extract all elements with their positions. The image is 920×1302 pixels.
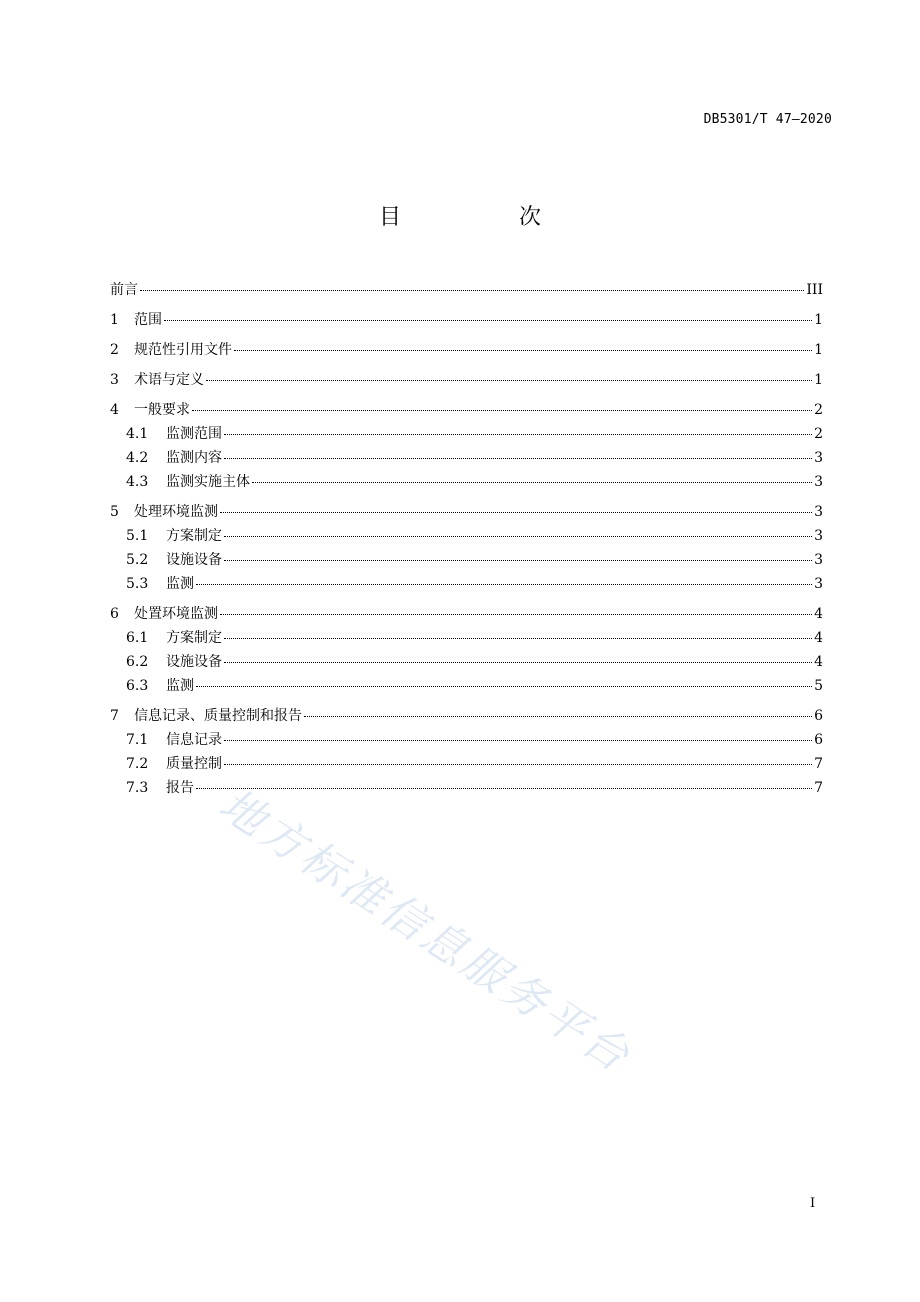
toc-dot-leader: [220, 613, 812, 615]
toc-section-entry[interactable]: [110, 704, 823, 728]
toc-entry-title: 处置环境监测: [134, 606, 218, 622]
toc-subsection-entry[interactable]: [110, 776, 823, 800]
toc-dot-leader: [224, 535, 812, 537]
toc-dot-leader: [224, 457, 812, 459]
toc-entry-number: 6.2: [126, 654, 149, 670]
toc-entry-number: 4.2: [126, 450, 149, 466]
toc-entry-page: 3: [814, 450, 823, 466]
toc-entry-title: 信息记录: [166, 732, 222, 748]
toc-entry-number: 1: [110, 312, 119, 328]
toc-entry-title: 监测实施主体: [166, 474, 250, 490]
toc-dot-leader: [234, 349, 812, 351]
toc-entry-title: 设施设备: [166, 552, 222, 568]
toc-entry-page: 3: [814, 474, 823, 490]
toc-section-entry[interactable]: [110, 500, 823, 524]
toc-entry-page: 3: [814, 576, 823, 592]
toc-section-entry[interactable]: [110, 368, 823, 392]
toc-entry-page: 2: [814, 426, 823, 442]
toc-entry-number: 4: [110, 402, 119, 418]
toc-subsection-entry[interactable]: [110, 650, 823, 674]
toc-dot-leader: [224, 763, 812, 765]
toc-section-entry[interactable]: [110, 308, 823, 332]
toc-entry-number: 6.3: [126, 678, 149, 694]
toc-subsection-entry[interactable]: [110, 446, 823, 470]
toc-section-entry[interactable]: [110, 338, 823, 362]
toc-entry-page: 3: [814, 552, 823, 568]
toc-entry-title: 监测: [166, 678, 194, 694]
toc-subsection-entry[interactable]: [110, 674, 823, 698]
toc-entry-title: 方案制定: [166, 630, 222, 646]
toc-entry-page: 5: [814, 678, 823, 694]
toc-subsection-entry[interactable]: [110, 422, 823, 446]
toc-entry-page: 1: [814, 342, 823, 358]
toc-section-entry[interactable]: [110, 398, 823, 422]
toc-section-entry[interactable]: [110, 602, 823, 626]
toc-dot-leader: [304, 715, 812, 717]
toc-entry-page: 4: [814, 654, 823, 670]
toc-entry-title: 方案制定: [166, 528, 222, 544]
toc-entry-page: 7: [814, 780, 823, 796]
toc-entry-title: 监测范围: [166, 426, 222, 442]
toc-entry-page: 1: [814, 312, 823, 328]
toc-dot-leader: [196, 583, 812, 585]
toc-dot-leader: [224, 739, 812, 741]
toc-entry-title: 监测: [166, 576, 194, 592]
toc-entry-title: 质量控制: [166, 756, 222, 772]
toc-entry-number: 6.1: [126, 630, 149, 646]
toc-dot-leader: [164, 319, 812, 321]
toc-entry-title: 报告: [166, 780, 194, 796]
toc-entry-title: 范围: [134, 312, 162, 328]
toc-entry-number: 4.1: [126, 426, 149, 442]
toc-dot-leader: [252, 481, 812, 483]
toc-entry-number: 7: [110, 708, 119, 724]
toc-subsection-entry[interactable]: [110, 626, 823, 650]
toc-dot-leader: [224, 559, 812, 561]
toc-dot-leader: [206, 379, 812, 381]
toc-entry-page: 6: [814, 708, 823, 724]
toc-subsection-entry[interactable]: [110, 728, 823, 752]
toc-entry-title: 信息记录、质量控制和报告: [134, 708, 302, 724]
toc-entry-title: 术语与定义: [134, 372, 204, 388]
toc-entry-number: 6: [110, 606, 119, 622]
toc-dot-leader: [140, 289, 804, 291]
toc-entry-number: 5: [110, 504, 119, 520]
toc-subsection-entry[interactable]: [110, 548, 823, 572]
toc-dot-leader: [220, 511, 812, 513]
toc-entry-number: 5.2: [126, 552, 149, 568]
toc-entry-page: 1: [814, 372, 823, 388]
toc-entry-page: 3: [814, 528, 823, 544]
toc-entry-title: 前言: [110, 282, 138, 298]
toc-dot-leader: [196, 685, 812, 687]
table-of-contents: [110, 278, 823, 800]
toc-entry-title: 规范性引用文件: [134, 342, 232, 358]
toc-entry-page: 4: [814, 606, 823, 622]
toc-entry-number: 5.1: [126, 528, 149, 544]
toc-entry-number: 7.2: [126, 756, 149, 772]
toc-entry-page: 3: [814, 504, 823, 520]
toc-entry-number: 2: [110, 342, 119, 358]
toc-subsection-entry[interactable]: [110, 572, 823, 596]
toc-dot-leader: [224, 433, 812, 435]
toc-section-entry[interactable]: [110, 278, 823, 302]
toc-entry-title: 处理环境监测: [134, 504, 218, 520]
toc-dot-leader: [192, 409, 812, 411]
toc-entry-number: 5.3: [126, 576, 149, 592]
toc-entry-title: 一般要求: [134, 402, 190, 418]
page-number: I: [810, 1196, 816, 1211]
toc-entry-title: 设施设备: [166, 654, 222, 670]
toc-dot-leader: [224, 661, 812, 663]
toc-entry-number: 3: [110, 372, 119, 388]
page-title: 目 次: [378, 205, 589, 230]
toc-dot-leader: [224, 637, 812, 639]
toc-entry-page: 2: [814, 402, 823, 418]
toc-entry-number: 7.3: [126, 780, 149, 796]
toc-dot-leader: [196, 787, 812, 789]
toc-entry-page: 4: [814, 630, 823, 646]
toc-subsection-entry[interactable]: [110, 524, 823, 548]
toc-entry-title: 监测内容: [166, 450, 222, 466]
toc-entry-page: 7: [814, 756, 823, 772]
toc-subsection-entry[interactable]: [110, 752, 823, 776]
toc-entry-number: 4.3: [126, 474, 149, 490]
toc-entry-number: 7.1: [126, 732, 149, 748]
watermark: 地方标准信息服务平台: [210, 779, 641, 1084]
toc-entry-page: 6: [814, 732, 823, 748]
toc-subsection-entry[interactable]: [110, 470, 823, 494]
toc-entry-page: III: [806, 282, 823, 298]
document-code: DB5301/T 47—2020: [703, 112, 832, 127]
